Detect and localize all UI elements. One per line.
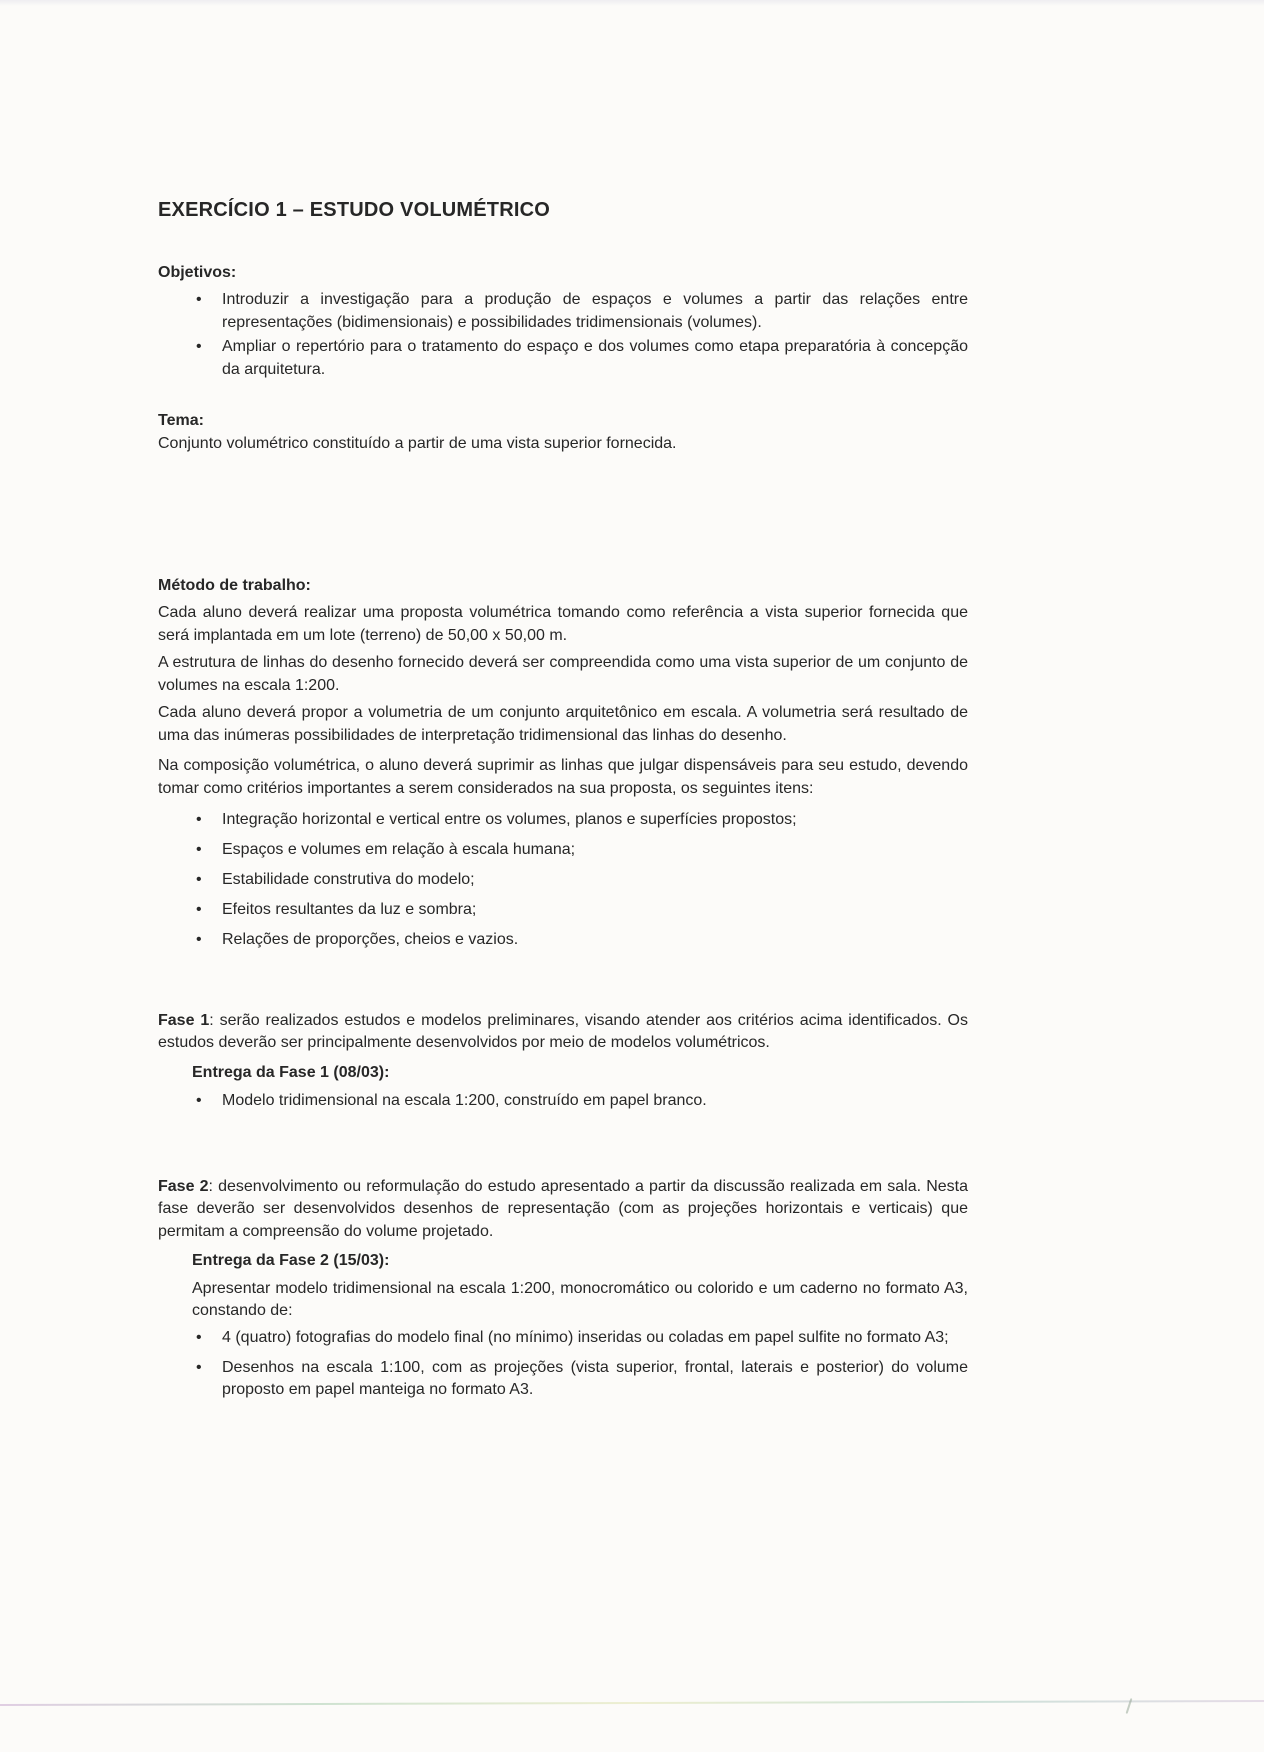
scan-line-artifact: [0, 1700, 1264, 1706]
bullet-icon: •: [196, 1092, 202, 1109]
metodo-paragraph: Cada aluno deverá realizar uma proposta volumétrica tomando como referência a vista superior fornecida que será implantada em um lote (terreno) de 50,00 x 50,00 m.: [158, 604, 968, 644]
list-item: [158, 839, 968, 862]
section-objetivos: [158, 262, 968, 381]
list-item-text: Introduzir a investigação para a produção de espaços e volumes a partir das relações entre representações (bidimensionais) e possibilidades tridimensionais (volumes).: [222, 291, 968, 331]
bullet-icon: •: [196, 338, 202, 355]
list-item: [158, 899, 968, 922]
fase2-list: [158, 1327, 968, 1402]
bullet-icon: •: [196, 931, 202, 948]
list-item-text: Relações de proporções, cheios e vazios.: [222, 931, 519, 948]
fase1-paragraph: [158, 1010, 968, 1055]
section-fase2: [158, 1176, 968, 1402]
tema-body: Conjunto volumétrico constituído a partir de uma vista superior fornecida.: [158, 434, 677, 452]
fase2-paragraph: [158, 1176, 968, 1244]
bullet-icon: •: [196, 291, 202, 308]
list-item: [158, 336, 968, 381]
bullet-icon: •: [196, 811, 202, 828]
scan-edge-artifact: [0, 0, 1264, 6]
metodo-heading: Método de trabalho:: [158, 576, 311, 594]
fase2-body: : desenvolvimento ou reformulação do estudo apresentado a partir da discussão realizada em sala. Nesta fase deverão ser desenvolvidos desenhos de representação (com as projeções horizontais e verticais) que permitam a compreensão do volume projetado.: [158, 1177, 969, 1240]
tema-heading: Tema:: [158, 412, 204, 429]
section-tema: [158, 410, 968, 455]
list-item: [158, 929, 968, 952]
bullet-icon: •: [196, 841, 202, 858]
bullet-icon: •: [196, 871, 202, 888]
list-item: [158, 289, 968, 334]
list-item-text: Estabilidade construtiva do modelo;: [222, 871, 475, 888]
fase2-entrega-heading: Entrega da Fase 2 (15/03):: [192, 1252, 390, 1269]
objetivos-list: [158, 289, 968, 381]
list-item: [158, 1090, 968, 1113]
fase1-body: : serão realizados estudos e modelos preliminares, visando atender aos critérios acima identificados. Os estudos deverão ser principalmente desenvolvidos por meio de modelos volumétricos.: [158, 1011, 969, 1051]
fase2-intro: Apresentar modelo tridimensional na escala 1:200, monocromático ou colorido e um caderno no formato A3, constando de:: [192, 1279, 968, 1319]
bullet-icon: •: [196, 901, 202, 918]
metodo-paragraph: A estrutura de linhas do desenho fornecido deverá ser compreendida como uma vista superior de um conjunto de volumes na escala 1:200.: [158, 654, 968, 694]
list-item-text: Efeitos resultantes da luz e sombra;: [222, 901, 477, 918]
fase1-list: [158, 1090, 968, 1113]
bullet-icon: •: [196, 1329, 202, 1346]
list-item-text: Integração horizontal e vertical entre os volumes, planos e superfícies propostos;: [222, 811, 797, 828]
list-item-text: Desenhos na escala 1:100, com as projeções (vista superior, frontal, laterais e posterior) do volume proposto em papel manteiga no formato A3.: [222, 1358, 968, 1398]
list-item: [158, 1357, 968, 1402]
metodo-criteria-list: [158, 809, 968, 952]
list-item-text: Modelo tridimensional na escala 1:200, construído em papel branco.: [222, 1092, 707, 1109]
metodo-paragraph: Cada aluno deverá propor a volumetria de um conjunto arquitetônico em escala. A volumetria será resultado de uma das inúmeras possibilidades de interpretação tridimensional das linhas do desenho.: [158, 704, 968, 744]
list-item: [158, 1327, 968, 1350]
list-item-text: Ampliar o repertório para o tratamento do espaço e dos volumes como etapa preparatória à concepção da arquitetura.: [222, 338, 968, 378]
section-fase1: [158, 1010, 968, 1113]
list-item-text: Espaços e volumes em relação à escala humana;: [222, 841, 576, 858]
bullet-icon: •: [196, 1358, 202, 1376]
page-title: EXERCÍCIO 1 – ESTUDO VOLUMÉTRICO: [158, 199, 551, 221]
metodo-paragraph: Na composição volumétrica, o aluno deverá suprimir as linhas que julgar dispensáveis para seu estudo, devendo tomar como critérios importantes a serem considerados na sua proposta, os seguintes itens:: [158, 757, 968, 797]
fase1-label: Fase 1: [158, 1011, 210, 1029]
list-item: [158, 869, 968, 892]
fase1-entrega-heading: Entrega da Fase 1 (08/03):: [192, 1063, 390, 1081]
fase2-label: Fase 2: [158, 1177, 209, 1195]
section-metodo: [158, 575, 968, 952]
objetivos-heading: Objetivos:: [158, 264, 237, 281]
document-body: [158, 197, 968, 1402]
list-item-text: 4 (quatro) fotografias do modelo final (no mínimo) inseridas ou coladas em papel sulfite no formato A3;: [222, 1329, 949, 1346]
list-item: [158, 809, 968, 832]
